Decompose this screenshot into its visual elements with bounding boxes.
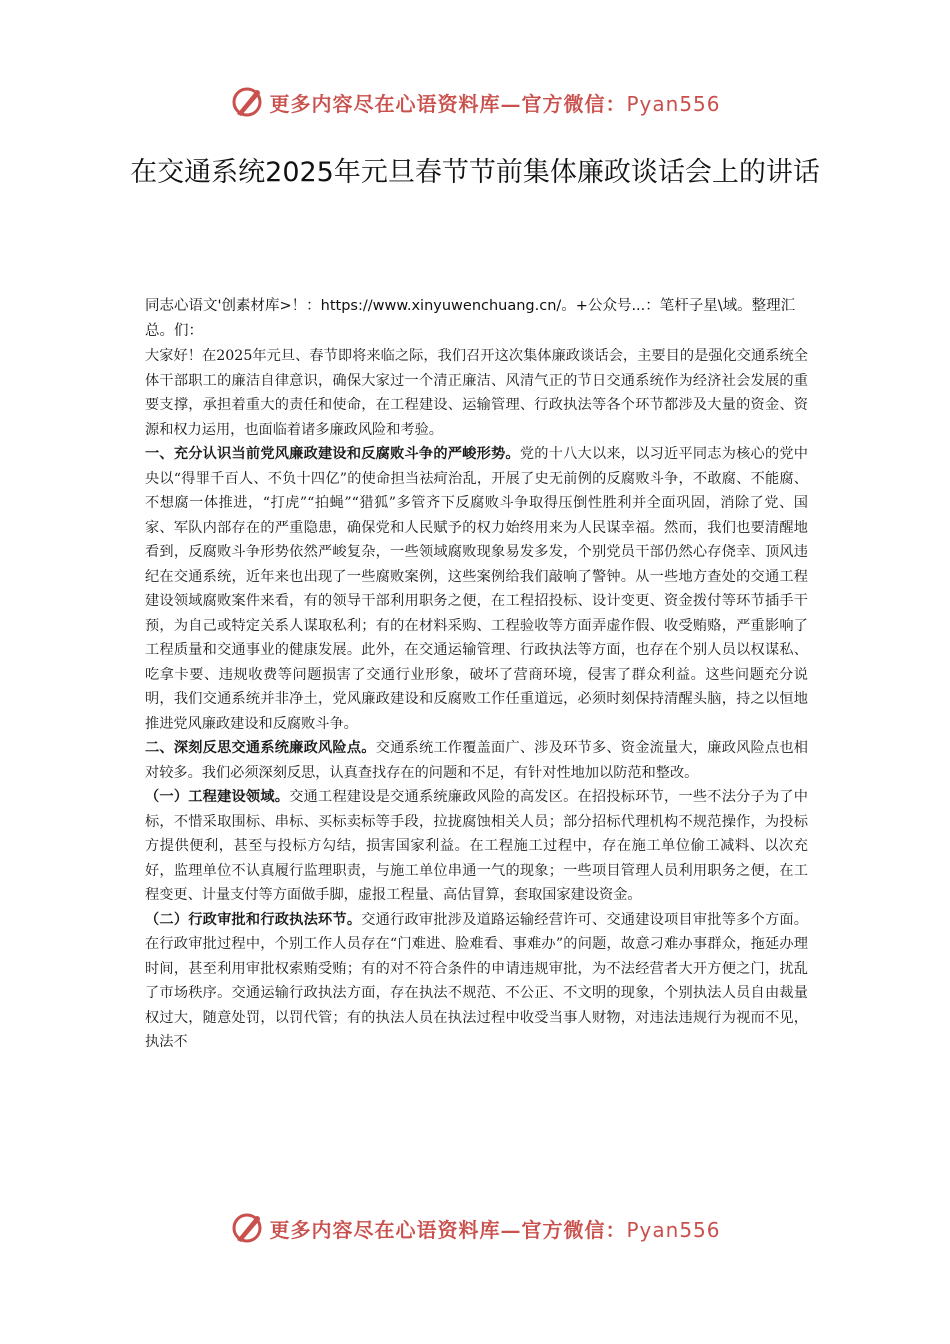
subsection-1-paragraph xyxy=(145,785,808,908)
document-body xyxy=(145,294,808,1055)
section-2-body: 交通系统工作覆盖面广、涉及环节多、资金流量大，廉政风险点也相对较多。我们必须深刻反思，认真查找存在的问题和不足，有针对性地加以防范和整改。 xyxy=(145,740,808,781)
section-2-heading: 二、深刻反思交通系统廉政风险点。 xyxy=(145,740,376,756)
subsection-2-body: 交通行政审批涉及道路运输经营许可、交通建设项目审批等多个方面。在行政审批过程中，个别工作人员存在“门难进、脸难看、事难办”的问题，故意刁难办事群众，拖延办理时间，甚至利用审批权索贿受贿；有的对不符合条件的申请违规审批，为不法经营者大开方便之门，扰乱了市场秩序。交通运输行政执法方面，存在执法不规范、不公正、不文明的现象，个别执法人员自由裁量权过大，随意处罚，以罚代管；有的执法人员在执法过程中收受当事人财物，对违法违规行为视而不见，执法不 xyxy=(145,911,808,1050)
brush-pen-logo-icon xyxy=(229,84,265,120)
section-1-heading: 一、充分认识当前党风廉政建设和反腐败斗争的严峻形势。 xyxy=(145,446,520,462)
subsection-2-paragraph xyxy=(145,908,808,1055)
source-line: 同志心语文'创素材库>！：https://www.xinyuwenchuang.cn/。+公众号...：笔杆子星\域。整理汇总。们： xyxy=(145,298,796,339)
subsection-1-heading: （一）工程建设领域。 xyxy=(145,789,290,805)
document-title: 在交通系统2025年元旦春节节前集体廉政谈话会上的讲话 xyxy=(130,157,820,188)
wechat-id: Pyan556 xyxy=(626,91,721,116)
section-1-paragraph xyxy=(145,442,808,736)
footer-watermark-banner xyxy=(0,1208,950,1248)
brush-pen-logo-icon xyxy=(229,1210,265,1246)
subsection-2-heading: （二）行政审批和行政执法环节。 xyxy=(145,911,362,928)
wechat-id: Pyan556 xyxy=(626,1217,721,1242)
watermark-text: 更多内容尽在心语资料库—官方微信：Pyan556 xyxy=(269,1217,721,1242)
intro-paragraph: 大家好！在2025年元旦、春节即将来临之际，我们召开这次集体廉政谈话会，主要目的是强化交通系统全体干部职工的廉洁自律意识，确保大家过一个清正廉洁、风清气正的节日交通系统作为经济社会发展的重要支撑，承担着重大的责任和使命，在工程建设、运输管理、行政执法等各个环节都涉及大量的资金、资源和权力运用，也面临着诸多廉政风险和考验。 xyxy=(145,348,808,438)
header-watermark-banner xyxy=(0,82,950,122)
section-1-body: 党的十八大以来，以习近平同志为核心的党中央以“得罪千百人、不负十四亿”的使命担当祛疴治乱，开展了史无前例的反腐败斗争，不敢腐、不能腐、不想腐一体推进，“打虎”“拍蝇”“猎狐”多管齐下反腐败斗争取得压倒性胜利并全面巩固，消除了党、国家、军队内部存在的严重隐患，确保党和人民赋予的权力始终用来为人民谋幸福。然而，我们也要清醒地看到，反腐败斗争形势依然严峻复杂，一些领域腐败现象易发多发，个别党员干部仍然心存侥幸、顶风违纪在交通系统，近年来也出现了一些腐败案例，这些案例给我们敲响了警钟。从一些地方查处的交通工程建设领域腐败案件来看，有的领导干部利用职务之便，在工程招投标、设计变更、资金拨付等环节插手干预，为自己或特定关系人谋取私利；有的在材料采购、工程验收等方面弄虚作假、收受贿赂，严重影响了工程质量和交通事业的健康发展。此外，在交通运输管理、行政执法等方面，也存在个别人员以权谋私、吃拿卡要、违规收费等问题损害了交通行业形象，破坏了营商环境，侵害了群众利益。这些问题充分说明，我们交通系统并非净土，党风廉政建设和反腐败工作任重道远，必须时刻保持清醒头脑，持之以恒地推进党风廉政建设和反腐败斗争。 xyxy=(145,446,808,732)
watermark-text: 更多内容尽在心语资料库—官方微信：Pyan556 xyxy=(269,91,721,116)
section-2-paragraph xyxy=(145,736,808,785)
subsection-1-body: 交通工程建设是交通系统廉政风险的高发区。在招投标环节，一些不法分子为了中标，不惜采取围标、串标、买标卖标等手段，拉拢腐蚀相关人员；部分招标代理机构不规范操作，为投标方提供便利，甚至与投标方勾结，损害国家利益。在工程施工过程中，存在施工单位偷工减料、以次充好，监理单位不认真履行监理职责，与施工单位串通一气的现象；一些项目管理人员利用职务之便，在工程变更、计量支付等方面做手脚，虚报工程量、高估冒算，套取国家建设资金。 xyxy=(145,789,808,903)
